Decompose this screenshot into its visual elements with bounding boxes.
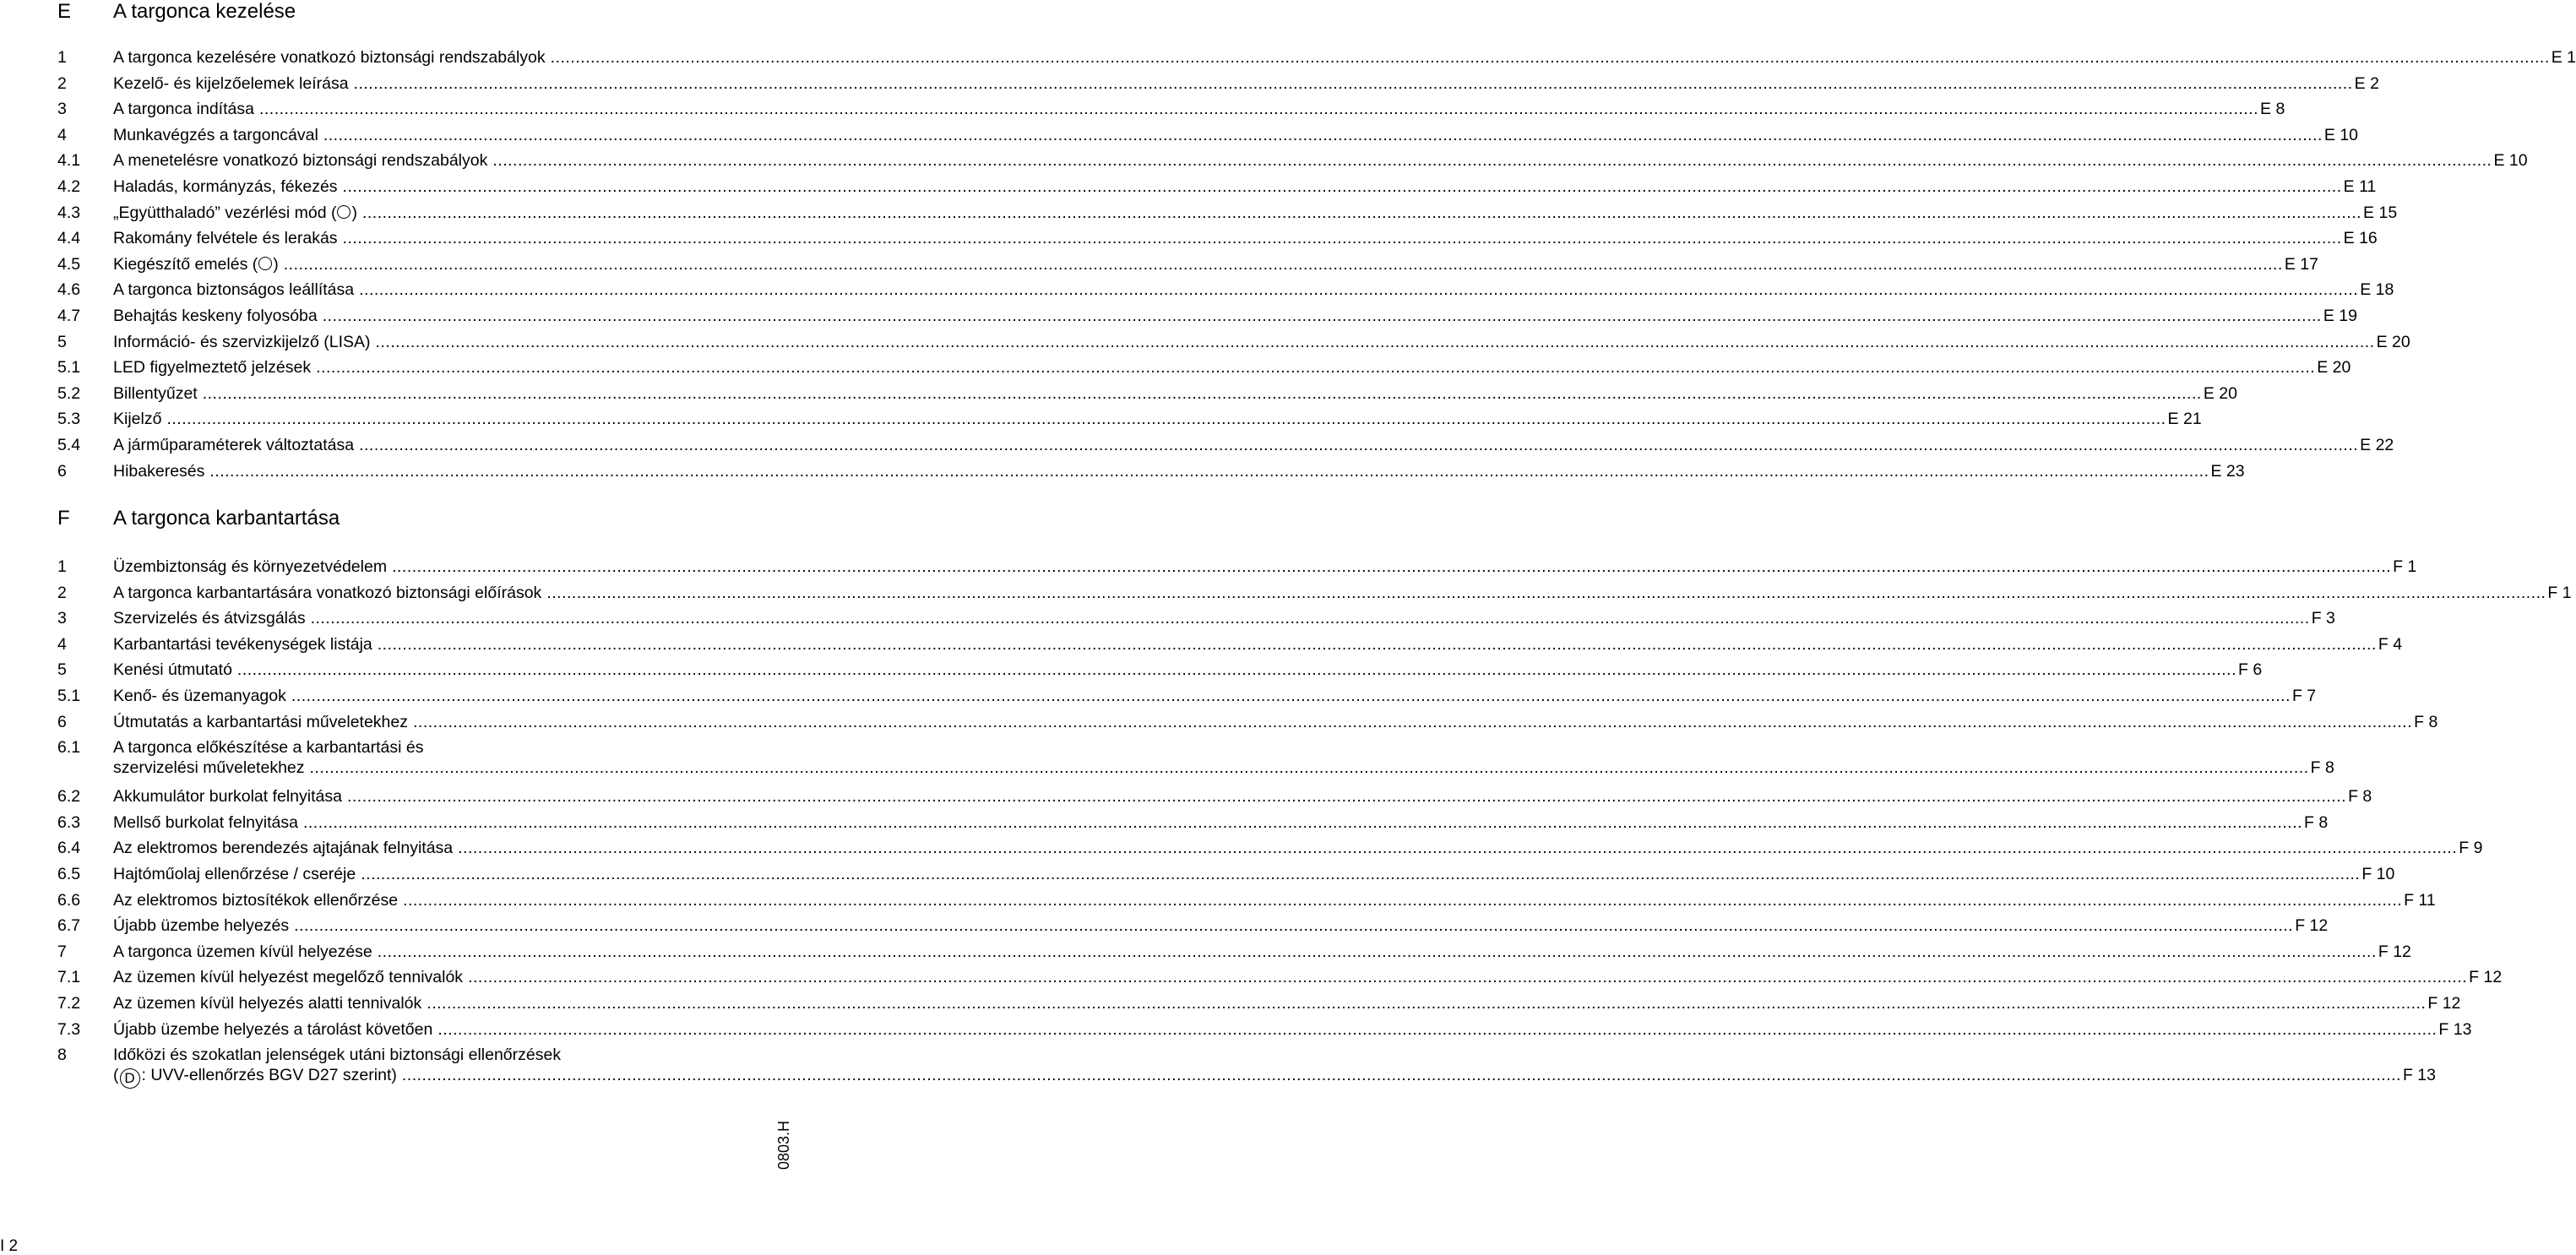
page-reference: E 16 xyxy=(2343,229,2378,248)
entry-title-line xyxy=(113,254,2318,274)
dot-leader: ................................................................................................................................................................................................................................................................................................................................................................................................................ xyxy=(309,758,2309,778)
entry-body xyxy=(113,461,2245,481)
toc-entry xyxy=(57,122,2359,148)
page-reference: E 17 xyxy=(2284,254,2318,274)
entry-number: 5.3 xyxy=(57,410,81,429)
entry-number: 5.4 xyxy=(57,435,81,454)
entry-body xyxy=(113,254,2318,274)
page-reference: F 1 xyxy=(2393,557,2417,576)
section-e-title: A targonca kezelése xyxy=(113,0,296,23)
section-f-toc xyxy=(57,553,2572,1090)
dot-leader: ................................................................................................................................................................................................................................................................................................................................................................................................................ xyxy=(413,712,2413,731)
entry-title: Útmutatás a karbantartási műveletekhez xyxy=(113,712,409,731)
dot-leader: ................................................................................................................................................................................................................................................................................................................................................................................................................ xyxy=(377,942,2377,961)
entry-body xyxy=(113,812,2329,833)
entry-body xyxy=(113,357,2351,378)
dot-leader: ................................................................................................................................................................................................................................................................................................................................................................................................................ xyxy=(294,916,2294,936)
toc-entry xyxy=(57,553,2417,579)
dot-leader: ................................................................................................................................................................................................................................................................................................................................................................................................................ xyxy=(316,358,2316,378)
entry-body xyxy=(113,686,2317,706)
entry-number: 4 xyxy=(57,634,67,654)
entry-title: A targonca üzemen kívül helyezése xyxy=(113,942,372,961)
entry-body xyxy=(113,99,2285,119)
entry-title-line xyxy=(113,967,2503,987)
entry-title-part: ( xyxy=(113,1066,119,1085)
entry-title-line xyxy=(113,203,2398,223)
entry-title: Munkavégzés a targoncával xyxy=(113,125,318,144)
entry-title-line xyxy=(113,357,2351,378)
page-reference: F 12 xyxy=(2295,916,2329,936)
entry-title-line xyxy=(113,634,2403,655)
entry-body xyxy=(113,583,2572,603)
toc-entry xyxy=(57,579,2572,606)
toc-entry xyxy=(57,605,2335,631)
entry-number: 5 xyxy=(57,332,67,351)
entry-body xyxy=(113,125,2359,145)
entry-body xyxy=(113,660,2263,680)
page-reference: F 12 xyxy=(2427,993,2461,1013)
toc-entry xyxy=(57,783,2372,809)
toc-entry xyxy=(57,809,2329,835)
toc-entry xyxy=(57,225,2378,251)
entry-number: 4.5 xyxy=(57,254,81,274)
dot-leader: ................................................................................................................................................................................................................................................................................................................................................................................................................ xyxy=(361,203,2362,222)
entry-title-line xyxy=(113,280,2394,300)
dot-leader: ................................................................................................................................................................................................................................................................................................................................................................................................................ xyxy=(291,686,2291,705)
toc-entry xyxy=(57,458,2245,484)
entry-number: 7.2 xyxy=(57,993,81,1013)
entry-title-line xyxy=(113,125,2359,145)
entry-title-line xyxy=(113,712,2438,732)
document-code: 0803.H xyxy=(775,1120,792,1170)
entry-title: Karbantartási tevékenységek listája xyxy=(113,634,372,654)
entry-number: 5.2 xyxy=(57,383,81,403)
toc-entry xyxy=(57,95,2285,122)
entry-title-part: Kiegészítő emelés ( xyxy=(113,254,258,274)
dot-leader: ................................................................................................................................................................................................................................................................................................................................................................................................................ xyxy=(283,254,2283,274)
page-reference: E 20 xyxy=(2376,332,2410,351)
entry-body xyxy=(113,177,2377,197)
entry-number: 3 xyxy=(57,609,67,628)
dot-leader: ................................................................................................................................................................................................................................................................................................................................................................................................................ xyxy=(342,229,2342,248)
entry-title-part: : UVV-ellenőrzés BGV D27 szerint) xyxy=(141,1066,397,1085)
page-reference: F 9 xyxy=(2459,839,2483,858)
page-reference: F 4 xyxy=(2378,634,2403,654)
page-reference: F 13 xyxy=(2438,1019,2472,1039)
entry-title: Rakomány felvétele és lerakás xyxy=(113,229,338,248)
entry-title xyxy=(113,203,357,223)
section-f-heading xyxy=(57,507,750,530)
entry-number: 2 xyxy=(57,73,67,93)
entry-number: 7.3 xyxy=(57,1019,81,1039)
entry-number: 4.7 xyxy=(57,306,81,325)
toc-entry xyxy=(57,734,2334,783)
entry-body xyxy=(113,864,2395,884)
entry-title-line xyxy=(113,228,2378,248)
entry-title: A targonca karbantartására vonatkozó biztonsági előírások xyxy=(113,583,542,602)
page-reference: E 22 xyxy=(2360,435,2394,454)
toc-entry xyxy=(57,964,2503,990)
dot-leader: ................................................................................................................................................................................................................................................................................................................................................................................................................ xyxy=(377,634,2377,654)
entry-body xyxy=(113,737,2334,778)
entry-title: Újabb üzembe helyezés xyxy=(113,916,290,936)
entry-body xyxy=(113,73,2379,94)
page-reference: F 8 xyxy=(2414,712,2438,731)
entry-body xyxy=(113,890,2436,910)
entry-body xyxy=(113,280,2394,300)
entry-title: Hibakeresés xyxy=(113,461,205,481)
entry-title: A menetelésre vonatkozó biztonsági rendszabályok xyxy=(113,151,488,171)
page-reference: F 6 xyxy=(2238,660,2263,680)
toc-entry xyxy=(57,887,2436,913)
dot-leader: ................................................................................................................................................................................................................................................................................................................................................................................................................ xyxy=(359,435,2359,454)
entry-title xyxy=(113,1065,397,1089)
entry-body xyxy=(113,47,2576,68)
entry-title-line1: Időközi és szokatlan jelenségek utáni biztonsági ellenőrzések xyxy=(113,1046,562,1065)
entry-title: Kenő- és üzemanyagok xyxy=(113,686,286,705)
entry-body xyxy=(113,915,2329,936)
page-reference: E 2 xyxy=(2354,73,2379,93)
entry-title: LED figyelmeztető jelzések xyxy=(113,358,312,378)
entry-number: 1 xyxy=(57,48,67,67)
page-reference: E 15 xyxy=(2363,203,2398,222)
dot-leader: ................................................................................................................................................................................................................................................................................................................................................................................................................ xyxy=(403,890,2403,910)
toc-entry xyxy=(57,682,2317,709)
entry-body xyxy=(113,712,2438,732)
page-reference: F 3 xyxy=(2311,609,2335,628)
page-reference: F 13 xyxy=(2402,1066,2436,1085)
entry-title-line xyxy=(113,332,2410,352)
page-number: I 2 xyxy=(0,1237,19,1255)
entry-title-part: ) xyxy=(351,203,357,222)
toc-entry xyxy=(57,861,2395,887)
toc-entry xyxy=(57,656,2263,682)
entry-body xyxy=(113,435,2394,455)
entry-title-line xyxy=(113,383,2237,404)
section-f-letter: F xyxy=(57,507,70,530)
entry-title: Kijelző xyxy=(113,410,162,429)
dot-leader: ................................................................................................................................................................................................................................................................................................................................................................................................................ xyxy=(401,1066,2401,1085)
toc-entry xyxy=(57,44,2576,70)
dot-leader: ................................................................................................................................................................................................................................................................................................................................................................................................................ xyxy=(361,864,2361,883)
entry-title-line xyxy=(113,660,2263,680)
entry-body xyxy=(113,838,2483,858)
entry-number: 4 xyxy=(57,125,67,144)
country-d-icon: D xyxy=(120,1068,140,1089)
entry-body xyxy=(113,786,2372,807)
entry-number: 4.4 xyxy=(57,229,81,248)
page-reference: F 11 xyxy=(2404,890,2436,910)
entry-title: Az elektromos berendezés ajtajának felnyitása xyxy=(113,839,454,858)
entry-title-line xyxy=(113,99,2285,119)
section-e-toc xyxy=(57,44,2576,483)
circle-mode-icon xyxy=(337,205,351,219)
section-e-heading xyxy=(57,0,750,24)
entry-body xyxy=(113,306,2357,326)
entry-number: 6 xyxy=(57,461,67,481)
dot-leader: ................................................................................................................................................................................................................................................................................................................................................................................................................ xyxy=(353,73,2353,93)
entry-title: Mellső burkolat felnyitása xyxy=(113,812,298,832)
entry-title: Üzembiztonság és környezetvédelem xyxy=(113,557,388,576)
dot-leader: ................................................................................................................................................................................................................................................................................................................................................................................................................ xyxy=(202,383,2202,403)
entry-body xyxy=(113,203,2398,223)
entry-title-line xyxy=(113,686,2317,706)
page-reference: E 10 xyxy=(2493,151,2528,171)
dot-leader: ................................................................................................................................................................................................................................................................................................................................................................................................................ xyxy=(375,332,2375,351)
entry-title: szervizelési műveletekhez xyxy=(113,758,305,778)
entry-number: 5.1 xyxy=(57,686,81,705)
dot-leader: ................................................................................................................................................................................................................................................................................................................................................................................................................ xyxy=(258,100,2259,119)
page-reference: F 1 xyxy=(2547,583,2572,602)
entry-title: Újabb üzembe helyezés a tárolást követően xyxy=(113,1019,433,1039)
page-reference: E 10 xyxy=(2323,125,2359,144)
entry-body xyxy=(113,634,2403,655)
entry-title-line1: A targonca előkészítése a karbantartási és xyxy=(113,738,424,758)
toc-entry xyxy=(57,1041,2436,1090)
dot-leader: ................................................................................................................................................................................................................................................................................................................................................................................................................ xyxy=(209,461,2209,481)
toc-entry xyxy=(57,938,2411,964)
entry-number: 6.4 xyxy=(57,839,81,858)
dot-leader: ................................................................................................................................................................................................................................................................................................................................................................................................................ xyxy=(359,280,2359,300)
entry-body xyxy=(113,608,2335,628)
toc-entry xyxy=(57,199,2398,225)
toc-entry xyxy=(57,329,2410,355)
toc-entry xyxy=(57,70,2379,96)
entry-title-line xyxy=(113,993,2461,1013)
dot-leader: ................................................................................................................................................................................................................................................................................................................................................................................................................ xyxy=(492,151,2492,171)
toc-entry xyxy=(57,990,2461,1016)
entry-title: A targonca biztonságos leállítása xyxy=(113,280,355,300)
entry-title-line xyxy=(113,864,2395,884)
dot-leader: ................................................................................................................................................................................................................................................................................................................................................................................................................ xyxy=(427,993,2427,1013)
entry-title-line xyxy=(113,583,2572,603)
page-reference: F 8 xyxy=(2304,812,2329,832)
entry-body xyxy=(113,967,2503,987)
toc-entry xyxy=(57,631,2403,657)
dot-leader: ................................................................................................................................................................................................................................................................................................................................................................................................................ xyxy=(458,839,2458,858)
entry-title: Szervizelés és átvizsgálás xyxy=(113,609,306,628)
entry-title-line xyxy=(113,557,2417,577)
dot-leader: ................................................................................................................................................................................................................................................................................................................................................................................................................ xyxy=(236,660,2237,680)
entry-title-line xyxy=(113,786,2372,807)
dot-leader: ................................................................................................................................................................................................................................................................................................................................................................................................................ xyxy=(323,125,2323,144)
page-reference: E 21 xyxy=(2167,410,2202,429)
entry-title-line xyxy=(113,409,2202,429)
dot-leader: ................................................................................................................................................................................................................................................................................................................................................................................................................ xyxy=(346,787,2347,807)
circle-mode-icon xyxy=(258,257,272,270)
dot-leader: ................................................................................................................................................................................................................................................................................................................................................................................................................ xyxy=(392,557,2392,576)
toc-entry xyxy=(57,251,2318,277)
entry-title-line xyxy=(113,306,2357,326)
entry-title-line xyxy=(113,608,2335,628)
entry-title: A targonca kezelésére vonatkozó biztonsági rendszabályok xyxy=(113,48,546,67)
entry-title: Az üzemen kívül helyezést megelőző tennivalók xyxy=(113,968,464,987)
entry-number: 6.5 xyxy=(57,864,81,883)
entry-number: 6.1 xyxy=(57,738,81,758)
entry-number: 5 xyxy=(57,660,67,680)
dot-leader: ................................................................................................................................................................................................................................................................................................................................................................................................................ xyxy=(166,410,2166,429)
entry-number: 4.6 xyxy=(57,280,81,300)
toc-entry xyxy=(57,380,2237,406)
dot-leader: ................................................................................................................................................................................................................................................................................................................................................................................................................ xyxy=(322,306,2322,325)
page-reference: E 1 xyxy=(2551,48,2576,67)
entry-number: 4.2 xyxy=(57,177,81,196)
entry-title-line xyxy=(113,838,2483,858)
page-reference: E 23 xyxy=(2210,461,2245,481)
toc-entry xyxy=(57,276,2394,302)
entry-number: 2 xyxy=(57,583,67,602)
entry-number: 5.1 xyxy=(57,358,81,378)
entry-title: Akkumulátor burkolat felnyitása xyxy=(113,787,342,807)
entry-title: Behajtás keskeny folyosóba xyxy=(113,306,318,325)
toc-entry xyxy=(57,354,2351,380)
entry-number: 1 xyxy=(57,557,67,576)
entry-number: 4.1 xyxy=(57,151,81,171)
entry-title: Haladás, kormányzás, fékezés xyxy=(113,177,338,196)
toc-entry xyxy=(57,173,2377,199)
entry-title: Az üzemen kívül helyezés alatti tennivalók xyxy=(113,993,422,1013)
entry-title-line xyxy=(113,150,2528,171)
toc-entry xyxy=(57,405,2202,432)
entry-number: 4.3 xyxy=(57,203,81,222)
entry-title xyxy=(113,254,279,274)
entry-number: 6.2 xyxy=(57,787,81,807)
entry-number: 3 xyxy=(57,100,67,119)
page-reference: F 10 xyxy=(2361,864,2395,883)
entry-body xyxy=(113,383,2237,404)
entry-title: Hajtóműolaj ellenőrzése / cseréje xyxy=(113,864,356,883)
page-reference: F 8 xyxy=(2310,758,2334,778)
entry-title: Kenési útmutató xyxy=(113,660,232,680)
entry-number: 7.1 xyxy=(57,968,81,987)
entry-title-line xyxy=(113,177,2377,197)
entry-number: 8 xyxy=(57,1046,67,1065)
toc-entry xyxy=(57,302,2357,329)
page-reference: F 12 xyxy=(2469,968,2503,987)
entry-number: 7 xyxy=(57,942,67,961)
dot-leader: ................................................................................................................................................................................................................................................................................................................................................................................................................ xyxy=(550,48,2550,67)
entry-body xyxy=(113,150,2528,171)
entry-title: A járműparaméterek változtatása xyxy=(113,435,355,454)
entry-title-line xyxy=(113,942,2411,962)
entry-title-line xyxy=(113,461,2245,481)
entry-body xyxy=(113,557,2417,577)
toc-entry xyxy=(57,1016,2472,1042)
entry-body xyxy=(113,1045,2436,1089)
entry-title-line xyxy=(113,1065,2436,1089)
toc-entry xyxy=(57,432,2394,458)
page-reference: F 12 xyxy=(2378,942,2411,961)
dot-leader: ................................................................................................................................................................................................................................................................................................................................................................................................................ xyxy=(546,583,2546,602)
page-reference: E 11 xyxy=(2343,177,2377,196)
entry-body xyxy=(113,409,2202,429)
entry-title-line xyxy=(113,812,2329,833)
page-reference: E 19 xyxy=(2323,306,2357,325)
entry-title: Kezelő- és kijelzőelemek leírása xyxy=(113,73,349,93)
dot-leader: ................................................................................................................................................................................................................................................................................................................................................................................................................ xyxy=(310,609,2310,628)
entry-title: Információ- és szervizkijelző (LISA) xyxy=(113,332,371,351)
entry-title-line xyxy=(113,1019,2472,1040)
toc-entry xyxy=(57,147,2528,173)
entry-title-line xyxy=(113,47,2576,68)
toc-entry xyxy=(57,912,2329,938)
page-reference: E 8 xyxy=(2260,100,2285,119)
section-e-letter: E xyxy=(57,0,72,23)
page-reference: E 18 xyxy=(2360,280,2394,300)
entry-title-line xyxy=(113,73,2379,94)
entry-number: 6.3 xyxy=(57,812,81,832)
entry-number: 6 xyxy=(57,712,67,731)
entry-title-line xyxy=(113,758,2334,778)
entry-title: Az elektromos biztosítékok ellenőrzése xyxy=(113,890,399,910)
page-reference: F 7 xyxy=(2291,686,2317,705)
toc-entry xyxy=(57,709,2438,735)
toc-entry xyxy=(57,834,2483,861)
section-f-title: A targonca karbantartása xyxy=(113,507,340,530)
dot-leader: ................................................................................................................................................................................................................................................................................................................................................................................................................ xyxy=(468,968,2468,987)
dot-leader: ................................................................................................................................................................................................................................................................................................................................................................................................................ xyxy=(302,812,2303,832)
entry-title: A targonca indítása xyxy=(113,100,254,119)
entry-body xyxy=(113,332,2410,352)
dot-leader: ................................................................................................................................................................................................................................................................................................................................................................................................................ xyxy=(437,1019,2437,1039)
entry-title-line xyxy=(113,915,2329,936)
page-reference: E 20 xyxy=(2203,383,2237,403)
entry-number: 6.7 xyxy=(57,916,81,936)
entry-title-line xyxy=(113,890,2436,910)
page-reference: E 20 xyxy=(2317,358,2351,378)
entry-title-part: ) xyxy=(273,254,279,274)
entry-body xyxy=(113,993,2461,1013)
entry-title-line xyxy=(113,435,2394,455)
page-reference: F 8 xyxy=(2348,787,2372,807)
entry-body xyxy=(113,942,2411,962)
dot-leader: ................................................................................................................................................................................................................................................................................................................................................................................................................ xyxy=(342,177,2342,196)
entry-title: Billentyűzet xyxy=(113,383,198,403)
entry-number: 6.6 xyxy=(57,890,81,910)
entry-body xyxy=(113,1019,2472,1040)
entry-title-part: „Együtthaladó” vezérlési mód ( xyxy=(113,203,337,222)
entry-body xyxy=(113,228,2378,248)
